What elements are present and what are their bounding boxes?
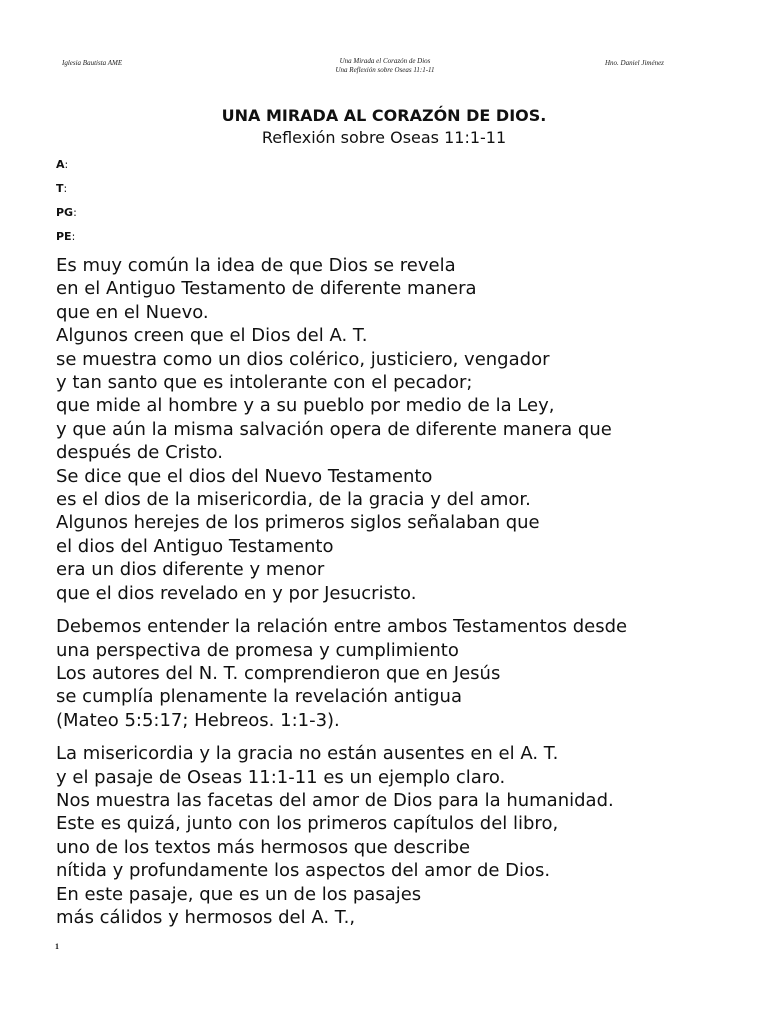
text-line: que en el Nuevo.	[56, 301, 209, 323]
header-author: Hno. Daniel Jiménez	[605, 59, 664, 67]
text-line: Nos muestra las facetas del amor de Dios para la humanidad.	[56, 789, 614, 811]
outline-fields	[56, 157, 77, 253]
text-line: uno de los textos más hermosos que describe	[56, 836, 471, 858]
text-line: nítida y profundamente los aspectos del amor de Dios.	[56, 860, 551, 882]
document-title: UNA MIRADA AL CORAZÓN DE DIOS.	[221, 106, 547, 125]
text-line: que mide al hombre y a su pueblo por medio de la Ley,	[56, 395, 555, 417]
field-t: T:	[56, 182, 68, 195]
field-a: A:	[56, 158, 69, 171]
text-line: Se dice que el dios del Nuevo Testamento	[56, 465, 433, 487]
text-line: Este es quizá, junto con los primeros capítulos del libro,	[56, 813, 559, 835]
header-church: Iglesia Bautista AME	[62, 59, 123, 67]
text-line: y que aún la misma salvación opera de diferente manera que	[56, 418, 612, 440]
text-line: una perspectiva de promesa y cumplimiento	[56, 639, 459, 661]
text-line: y tan santo que es intolerante con el pecador;	[56, 372, 473, 394]
text-line: Algunos herejes de los primeros siglos señalaban que	[56, 512, 540, 534]
text-line: es el dios de la misericordia, de la gracia y del amor.	[56, 489, 531, 511]
body-text	[56, 254, 756, 929]
paragraph	[56, 254, 756, 605]
header-title-line2: Una Reflexión sobre Oseas 11:1-11	[335, 66, 435, 74]
text-line: más cálidos y hermosos del A. T.,	[56, 906, 356, 928]
page-number: 1	[55, 942, 59, 951]
document-subtitle: Reflexión sobre Oseas 11:1-11	[261, 128, 507, 147]
text-line: que el dios revelado en y por Jesucristo.	[56, 582, 417, 604]
text-line: se muestra como un dios colérico, justiciero, vengador	[56, 348, 550, 370]
paragraph	[56, 615, 756, 732]
header-title	[260, 57, 510, 75]
text-line: Es muy común la idea de que Dios se revela	[56, 255, 456, 276]
text-line: Algunos creen que el Dios del A. T.	[56, 325, 368, 347]
text-line: era un dios diferente y menor	[56, 559, 325, 581]
text-line: La misericordia y la gracia no están ausentes en el A. T.	[56, 743, 559, 765]
field-pg: PG:	[56, 206, 77, 219]
text-line: el dios del Antiguo Testamento	[56, 535, 334, 557]
text-line: se cumplía plenamente la revelación antigua	[56, 686, 462, 708]
paragraph	[56, 742, 756, 929]
field-pe: PE:	[56, 230, 76, 243]
text-line: y el pasaje de Oseas 11:1-11 es un ejemplo claro.	[56, 766, 506, 788]
text-line: Los autores del N. T. comprendieron que en Jesús	[56, 662, 501, 684]
text-line: después de Cristo.	[56, 442, 223, 464]
text-line: (Mateo 5:5:17; Hebreos. 1:1-3).	[56, 709, 340, 731]
header-title-line1: Una Mirada el Corazón de Dios	[339, 57, 431, 65]
text-line: en el Antiguo Testamento de diferente manera	[56, 278, 477, 300]
text-line: En este pasaje, que es un de los pasajes	[56, 883, 422, 905]
text-line: Debemos entender la relación entre ambos Testamentos desde	[56, 616, 628, 638]
